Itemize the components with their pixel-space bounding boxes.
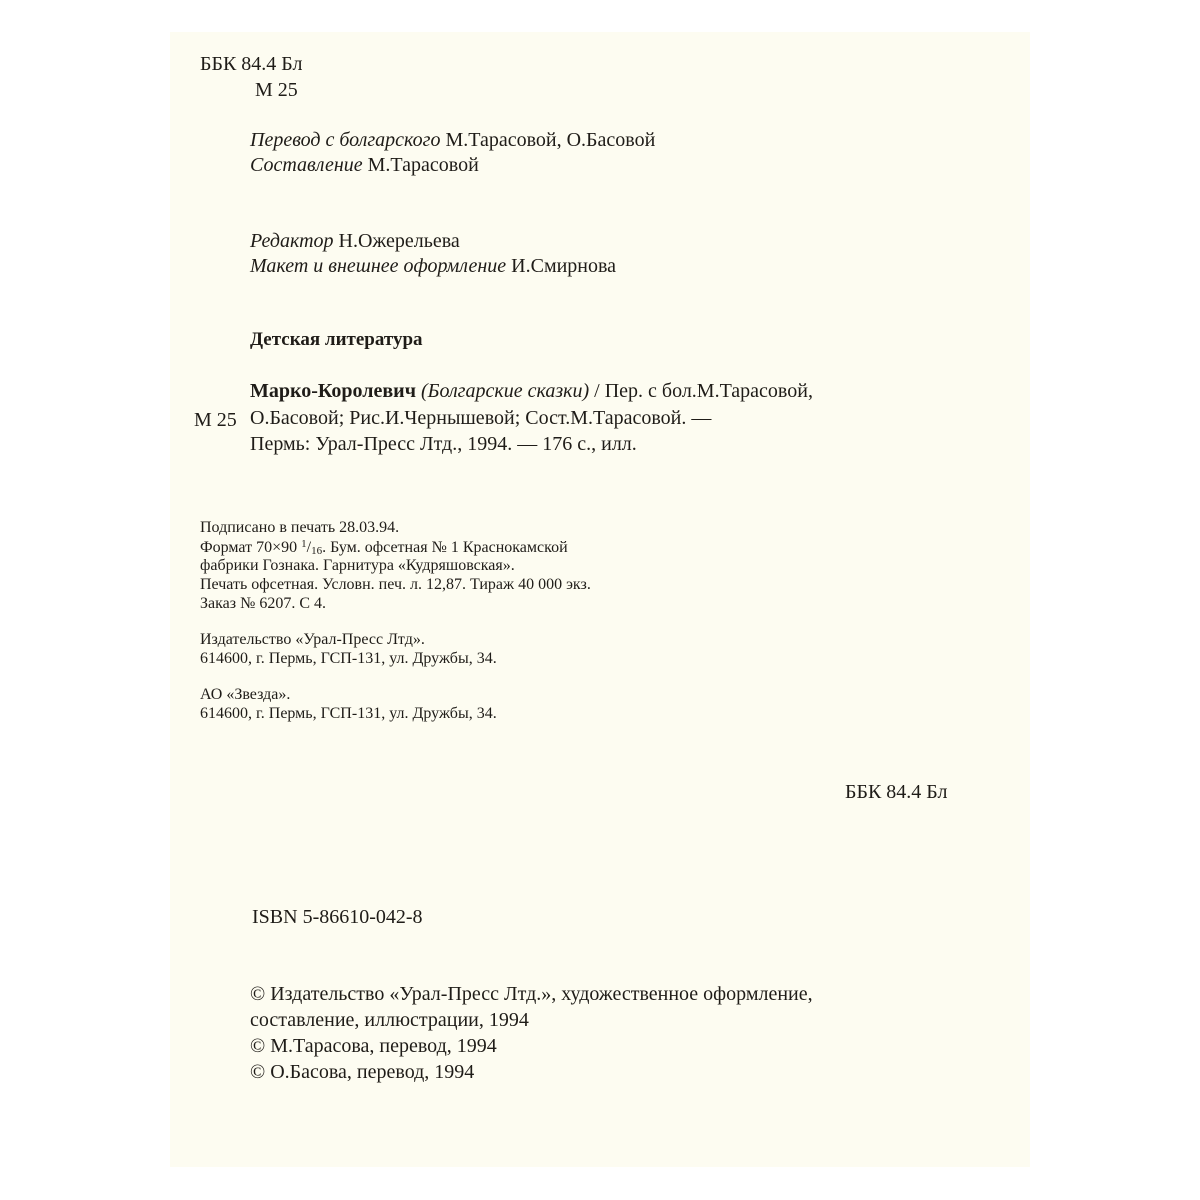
- compilation-label: Составление: [250, 154, 363, 176]
- author-mark-top: М 25: [255, 79, 298, 101]
- translation-names: М.Тарасовой, О.Басовой: [445, 129, 656, 151]
- catalog-line-1: [250, 381, 813, 401]
- translation-label: Перевод с болгарского: [250, 129, 441, 151]
- copyright-line-4: © О.Басова, перевод, 1994: [250, 1061, 475, 1083]
- imprint-print: Печать офсетная. Условн. печ. л. 12,87. Тираж 40 000 экз.: [200, 576, 591, 593]
- printer-address: 614600, г. Пермь, ГСП-131, ул. Дружбы, 34.: [200, 705, 497, 722]
- publisher-address: 614600, г. Пермь, ГСП-131, ул. Дружбы, 34.: [200, 650, 497, 667]
- catalog-author-mark: М 25: [194, 409, 237, 431]
- imprint-signed: Подписано в печать 28.03.94.: [200, 519, 400, 536]
- isbn: ISBN 5-86610-042-8: [252, 906, 423, 928]
- copyright-line-2: составление, иллюстрации, 1994: [250, 1009, 529, 1031]
- design-label: Макет и внешнее оформление: [250, 255, 507, 277]
- imprint-factory: фабрики Гознака. Гарнитура «Кудряшовская».: [200, 557, 515, 574]
- book-subtitle: (Болгарские сказки): [421, 380, 590, 402]
- compilation-credit: [250, 155, 479, 175]
- publisher-name: Издательство «Урал-Пресс Лтд».: [200, 631, 425, 648]
- copyright-line-3: © М.Тарасова, перевод, 1994: [250, 1035, 497, 1057]
- editor-label: Редактор: [250, 230, 334, 252]
- format-rest: . Бум. офсетная № 1 Краснокамской: [322, 539, 568, 556]
- translation-credit: [250, 130, 655, 150]
- compilation-name: М.Тарасовой: [367, 154, 479, 176]
- editor-credit: [250, 231, 460, 251]
- printer-name: АО «Звезда».: [200, 686, 291, 703]
- bbk-code-top: ББК 84.4 Бл: [200, 53, 303, 75]
- catalog-line-3: Пермь: Урал-Пресс Лтд., 1994. — 176 с., илл.: [250, 433, 637, 455]
- catalog-line-2: О.Басовой; Рис.И.Чернышевой; Сост.М.Тарасовой. —: [250, 407, 712, 429]
- copyright-line-1: © Издательство «Урал-Пресс Лтд.», художественное оформление,: [250, 983, 813, 1005]
- catalog-translation: / Пер. с бол.М.Тарасовой,: [594, 380, 813, 402]
- format-prefix: Формат 70×90: [200, 539, 298, 556]
- imprint-format: Формат 70×90 $^1$/16. Бум. офсетная № 1 Краснокамской: [200, 538, 568, 557]
- book-page: [170, 32, 1030, 1167]
- format-numerator: 1: [301, 538, 307, 550]
- design-credit: [250, 256, 616, 276]
- series-title: Детская литература: [250, 329, 423, 350]
- format-denominator: 16: [311, 545, 323, 557]
- design-name: И.Смирнова: [511, 255, 617, 277]
- editor-name: Н.Ожерельева: [338, 230, 460, 252]
- bbk-code-right: ББК 84.4 Бл: [845, 781, 948, 803]
- book-title: Марко-Королевич: [250, 380, 416, 402]
- imprint-order: Заказ № 6207. С 4.: [200, 595, 327, 612]
